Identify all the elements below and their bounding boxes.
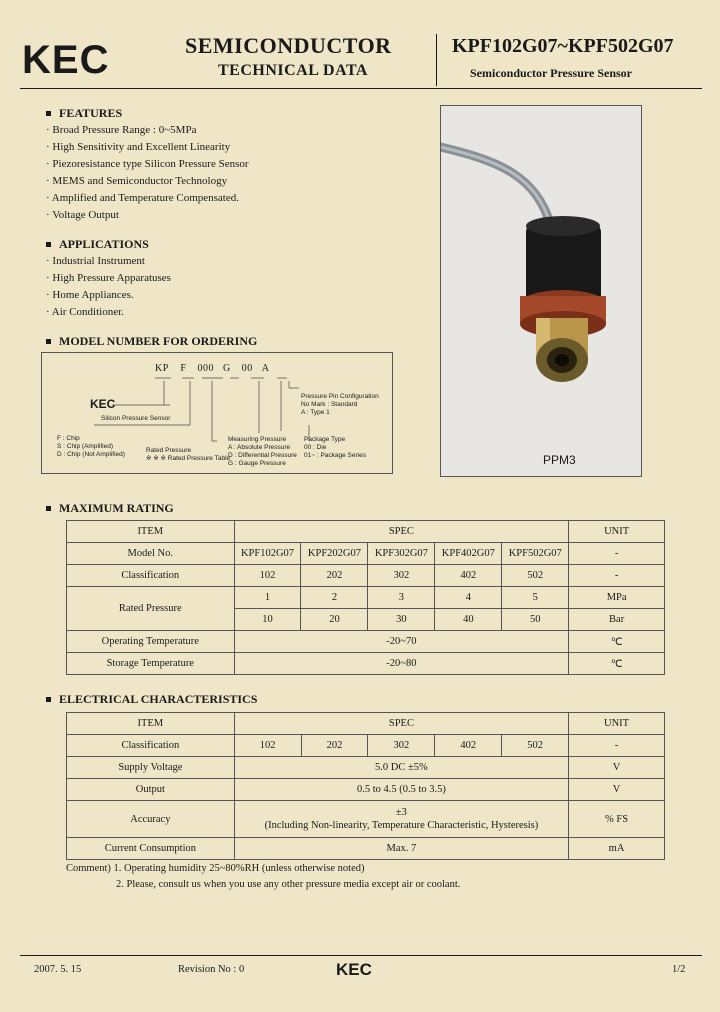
table-row: Current Consumption Max. 7 mA (67, 838, 665, 860)
list-item: · Piezoresistance type Silicon Pressure Sensor (46, 158, 249, 170)
electrical-heading: ELECTRICAL CHARACTERISTICS (46, 692, 257, 707)
footer-rule (20, 955, 702, 956)
footer-revision: Revision No : 0 (178, 964, 245, 975)
product-subtitle: Semiconductor Pressure Sensor (470, 66, 632, 80)
table-row: Rated Pressure 1 2 3 4 5 MPa (67, 587, 665, 609)
table-row: Accuracy ±3 (Including Non-linearity, Temperature Characteristic, Hysteresis) % FS (67, 801, 665, 838)
pin-config-legend: Pressure Pin Configuration No Mark : Standard A : Type 1 (301, 393, 379, 416)
header-technical-data: TECHNICAL DATA (218, 62, 368, 79)
list-item: · MEMS and Semiconductor Technology (46, 175, 228, 187)
table-row: 10 20 30 40 50 Bar (67, 609, 665, 631)
comment-1: Comment) 1. Operating humidity 25~80%RH (unless otherwise noted) (66, 863, 365, 874)
bullet-square-icon (46, 339, 51, 344)
product-photo (440, 105, 642, 477)
list-item: · Broad Pressure Range : 0~5MPa (46, 124, 197, 136)
max-rating-heading: MAXIMUM RATING (46, 501, 174, 516)
rated-pressure-legend: Rated Pressure ※ ※ ※ Rated Pressure Table (146, 447, 231, 462)
package-type-legend: Package Type 00 : Die 01~ : Package Series (304, 436, 366, 459)
table-row: Classification 102 202 302 402 502 - (67, 565, 665, 587)
footer-date: 2007. 5. 15 (34, 964, 82, 975)
footer-kec-logo: KEC (336, 960, 372, 979)
applications-heading: APPLICATIONS (46, 237, 149, 252)
electrical-table (66, 712, 665, 860)
max-rating-table (66, 520, 665, 675)
part-number: KPF102G07~KPF502G07 (452, 35, 674, 57)
table-row: ITEM SPEC UNIT (67, 713, 665, 735)
bullet-square-icon (46, 697, 51, 702)
list-item: · Amplified and Temperature Compensated. (46, 192, 239, 204)
table-row: Supply Voltage 5.0 DC ±5% V (67, 757, 665, 779)
applications-list (46, 253, 171, 321)
header-semiconductor: SEMICONDUCTOR (185, 33, 392, 58)
pressure-sensor-illustration (441, 106, 641, 476)
table-row: Operating Temperature -20~70 ℃ (67, 631, 665, 653)
bullet-square-icon (46, 242, 51, 247)
features-list (46, 122, 249, 224)
kec-logo: KEC (22, 38, 110, 82)
table-row: Model No. KPF102G07 KPF202G07 KPF302G07 KPF402G07 KPF502G07 - (67, 543, 665, 565)
list-item: · Voltage Output (46, 209, 119, 221)
ordering-diagram (41, 352, 393, 474)
list-item: · High Sensitivity and Excellent Linearity (46, 141, 231, 153)
table-row: Storage Temperature -20~80 ℃ (67, 653, 665, 675)
table-row: ITEM SPEC UNIT (67, 521, 665, 543)
list-item: · Industrial Instrument (46, 255, 145, 267)
header-rule (20, 88, 702, 89)
footer-page-number: 1/2 (672, 964, 686, 975)
photo-label: PPM3 (543, 453, 576, 467)
ordering-code: KP F 000 G 00 A (155, 363, 270, 374)
features-heading: FEATURES (46, 106, 122, 121)
list-item: · High Pressure Apparatuses (46, 272, 171, 284)
measuring-pressure-legend: Measuring Pressure A : Absolute Pressure D : Differential Pressure G : Gauge Pressure (228, 436, 297, 467)
bullet-square-icon (46, 506, 51, 511)
table-row: Classification 102 202 302 402 502 - (67, 735, 665, 757)
ordering-heading: MODEL NUMBER FOR ORDERING (46, 334, 257, 349)
sensor-type-legend: F : Chip S : Chip (Amplified) D : Chip (Not Amplified) (57, 435, 125, 458)
list-item: · Air Conditioner. (46, 306, 124, 318)
bullet-square-icon (46, 111, 51, 116)
comment-2: 2. Please, consult us when you use any other pressure media except air or coolant. (116, 879, 461, 890)
table-row: Output 0.5 to 4.5 (0.5 to 3.5) V (67, 779, 665, 801)
ordering-kec-logo: KEC (90, 397, 116, 411)
header-divider (436, 34, 437, 86)
sensor-label: Silicon Pressure Sensor (101, 415, 171, 422)
list-item: · Home Appliances. (46, 289, 134, 301)
